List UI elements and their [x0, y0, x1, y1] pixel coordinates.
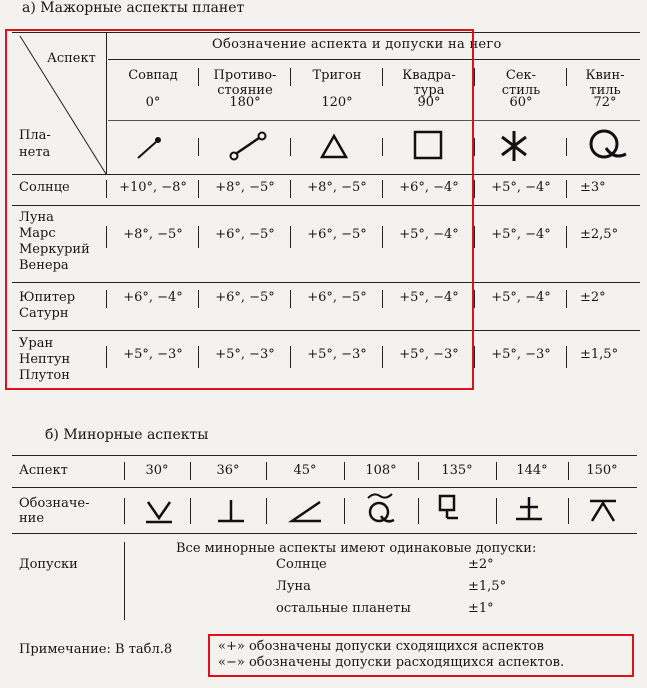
corner-planet-label-2: нета [19, 145, 51, 160]
note-mark-plus: «+» [218, 639, 245, 654]
semisquare-icon [288, 496, 324, 526]
tolerance-planet: Солнце [276, 557, 327, 572]
biquintile-icon [512, 494, 546, 526]
decile-icon [214, 496, 248, 526]
aspect-header-quintile: Квин- тиль 72° [585, 68, 625, 110]
section-a-title: а) Мажорные аспекты планет [22, 0, 245, 16]
minor-angle: 150° [586, 463, 618, 478]
sesquiquadrate-icon [434, 492, 466, 524]
tolerance-label: Допуски [19, 557, 78, 572]
corner-aspect-label: Аспект [47, 51, 96, 66]
note-text-2: обозначены допуски расходящихся аспектов. [248, 655, 565, 670]
minor-angle: 108° [365, 463, 397, 478]
group-header: Обозначение аспекта и допуски на него [212, 37, 502, 52]
note-text-1: обозначены допуски сходящихся аспектов [248, 639, 544, 654]
aspect-header-opposition: Противо- стояние 180° [213, 68, 277, 110]
minor-angle: 144° [516, 463, 548, 478]
quincunx-icon [586, 496, 620, 526]
note-label: Примечание: В табл.8 [19, 642, 173, 657]
tolerance-planet: остальные планеты [276, 601, 411, 616]
aspect-header-square: Квадра- тура 90° [402, 68, 456, 110]
aspect-header-sextile: Сек- стиль 60° [501, 68, 541, 110]
highlight-box-major [5, 29, 474, 390]
corner-planet-label-1: Пла- [19, 128, 51, 143]
minor-angle: 36° [216, 463, 240, 478]
note-line-2 [218, 655, 564, 670]
note-mark-minus: «−» [218, 655, 245, 670]
minor-angle: 30° [145, 463, 169, 478]
minor-symbol-label-2: ние [19, 511, 45, 526]
minor-angle: 45° [293, 463, 317, 478]
tredecile-icon [360, 490, 400, 528]
tolerance-planet: Луна [276, 579, 311, 594]
minor-aspect-label: Аспект [19, 463, 68, 478]
aspect-header-trine: Тригон 120° [312, 68, 362, 110]
aspect-header-conjunction: Совпад 0° [128, 68, 178, 110]
section-b-title: б) Минорные аспекты [45, 427, 209, 443]
minor-angle: 135° [441, 463, 473, 478]
tolerance-text: Все минорные аспекты имеют одинаковые допуски: [176, 541, 537, 556]
tolerance-value: ±1° [468, 601, 494, 616]
tolerance-value: ±2° [468, 557, 494, 572]
sextile-icon [496, 128, 532, 164]
tolerance-value: ±1,5° [468, 579, 507, 594]
note-line-1 [218, 639, 544, 654]
semisextile-icon [142, 496, 176, 526]
minor-symbol-label-1: Обозначе- [19, 496, 90, 511]
quintile-icon [586, 126, 630, 164]
